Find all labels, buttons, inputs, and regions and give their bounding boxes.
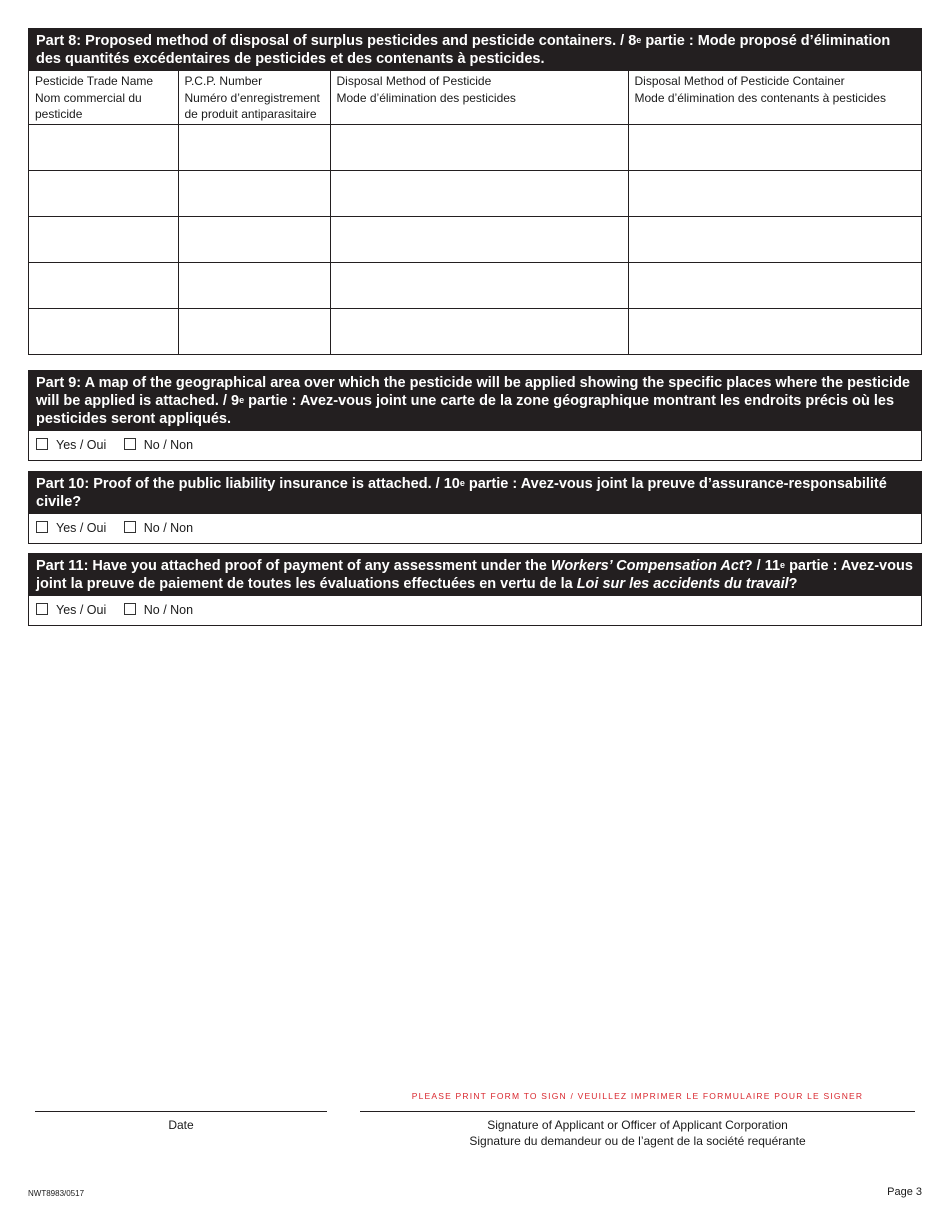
cell-trade-name[interactable] [29, 124, 178, 170]
table-row [29, 170, 921, 216]
no-checkbox[interactable] [124, 603, 136, 615]
yes-checkbox[interactable] [36, 603, 48, 615]
cell-pcp-number[interactable] [178, 124, 330, 170]
part10-options [29, 514, 921, 543]
yes-checkbox[interactable] [36, 521, 48, 533]
cell-pcp-number[interactable] [178, 170, 330, 216]
part11-no-option[interactable]: No / Non [124, 600, 193, 620]
cell-pcp-number[interactable] [178, 308, 330, 354]
table-row [29, 124, 921, 170]
table-row [29, 216, 921, 262]
cell-disposal-container[interactable] [628, 308, 921, 354]
cell-disposal-pesticide[interactable] [330, 262, 628, 308]
cell-trade-name[interactable] [29, 216, 178, 262]
part11-options [29, 596, 921, 625]
part9-title: Part 9: A map of the geographical area over which the pesticide will be applied showing the specific places where the pesticide will be applied is attached. / 9e partie : Avez-vous joint une carte de la zone géographique montrant les endroits précis où les pesticides seront appliqués. [29, 371, 921, 431]
disposal-table [29, 71, 921, 354]
cell-disposal-container[interactable] [628, 124, 921, 170]
cell-disposal-container[interactable] [628, 170, 921, 216]
part10-title: Part 10: Proof of the public liability insurance is attached. / 10e partie : Avez-vous joint la preuve d’assurance-responsabilité civile? [29, 472, 921, 514]
col-pcp-number: P.C.P. Number Numéro d’enregistrement de produit antiparasitaire [178, 71, 330, 124]
part9-no-option[interactable]: No / Non [124, 435, 193, 455]
part9-options [29, 431, 921, 460]
no-checkbox[interactable] [124, 521, 136, 533]
print-to-sign-note: PLEASE PRINT FORM TO SIGN / VEUILLEZ IMPRIMER LE FORMULAIRE POUR LE SIGNER [411, 1091, 864, 1101]
cell-trade-name[interactable] [29, 170, 178, 216]
cell-disposal-pesticide[interactable] [330, 170, 628, 216]
page-number: Page 3 [887, 1186, 922, 1198]
col-disposal-container: Disposal Method of Pesticide Container Mode d’élimination des contenants à pesticides [628, 71, 921, 124]
col-disposal-pesticide: Disposal Method of Pesticide Mode d’élimination des pesticides [330, 71, 628, 124]
part11-section [28, 553, 922, 626]
cell-disposal-pesticide[interactable] [330, 308, 628, 354]
cell-pcp-number[interactable] [178, 216, 330, 262]
cell-disposal-container[interactable] [628, 216, 921, 262]
cell-disposal-pesticide[interactable] [330, 124, 628, 170]
part11-yes-option[interactable]: Yes / Oui [36, 600, 106, 620]
part8-title: Part 8: Proposed method of disposal of surplus pesticides and pesticide containers. / 8e partie : Mode proposé d’élimination des quantités excédentaires de pesticides et des contenants à pesticides. [29, 29, 921, 71]
cell-trade-name[interactable] [29, 262, 178, 308]
date-label: Date [168, 1118, 194, 1132]
part10-no-option[interactable]: No / Non [124, 518, 193, 538]
part10-section [28, 471, 922, 544]
signature-label: Signature of Applicant or Officer of Applicant Corporation Signature du demandeur ou de l’agent de la société requérante [469, 1118, 806, 1148]
cell-disposal-pesticide[interactable] [330, 216, 628, 262]
part11-title: Part 11: Have you attached proof of payment of any assessment under the Workers’ Compensation Act? / 11e partie : Avez-vous joint la preuve de paiement de toutes les évaluations effectuées en vertu de la Loi sur les accidents du travail? [29, 554, 921, 596]
part10-yes-option[interactable]: Yes / Oui [36, 518, 106, 538]
table-row [29, 308, 921, 354]
date-line[interactable] [35, 1111, 327, 1112]
yes-checkbox[interactable] [36, 438, 48, 450]
part9-section [28, 370, 922, 461]
no-checkbox[interactable] [124, 438, 136, 450]
col-trade-name: Pesticide Trade Name Nom commercial du pesticide [29, 71, 178, 124]
form-code: NWT8983/0517 [28, 1189, 85, 1198]
signature-line[interactable] [360, 1111, 915, 1112]
cell-trade-name[interactable] [29, 308, 178, 354]
table-row [29, 262, 921, 308]
cell-pcp-number[interactable] [178, 262, 330, 308]
cell-disposal-container[interactable] [628, 262, 921, 308]
part9-yes-option[interactable]: Yes / Oui [36, 435, 106, 455]
part8-section [28, 28, 922, 355]
